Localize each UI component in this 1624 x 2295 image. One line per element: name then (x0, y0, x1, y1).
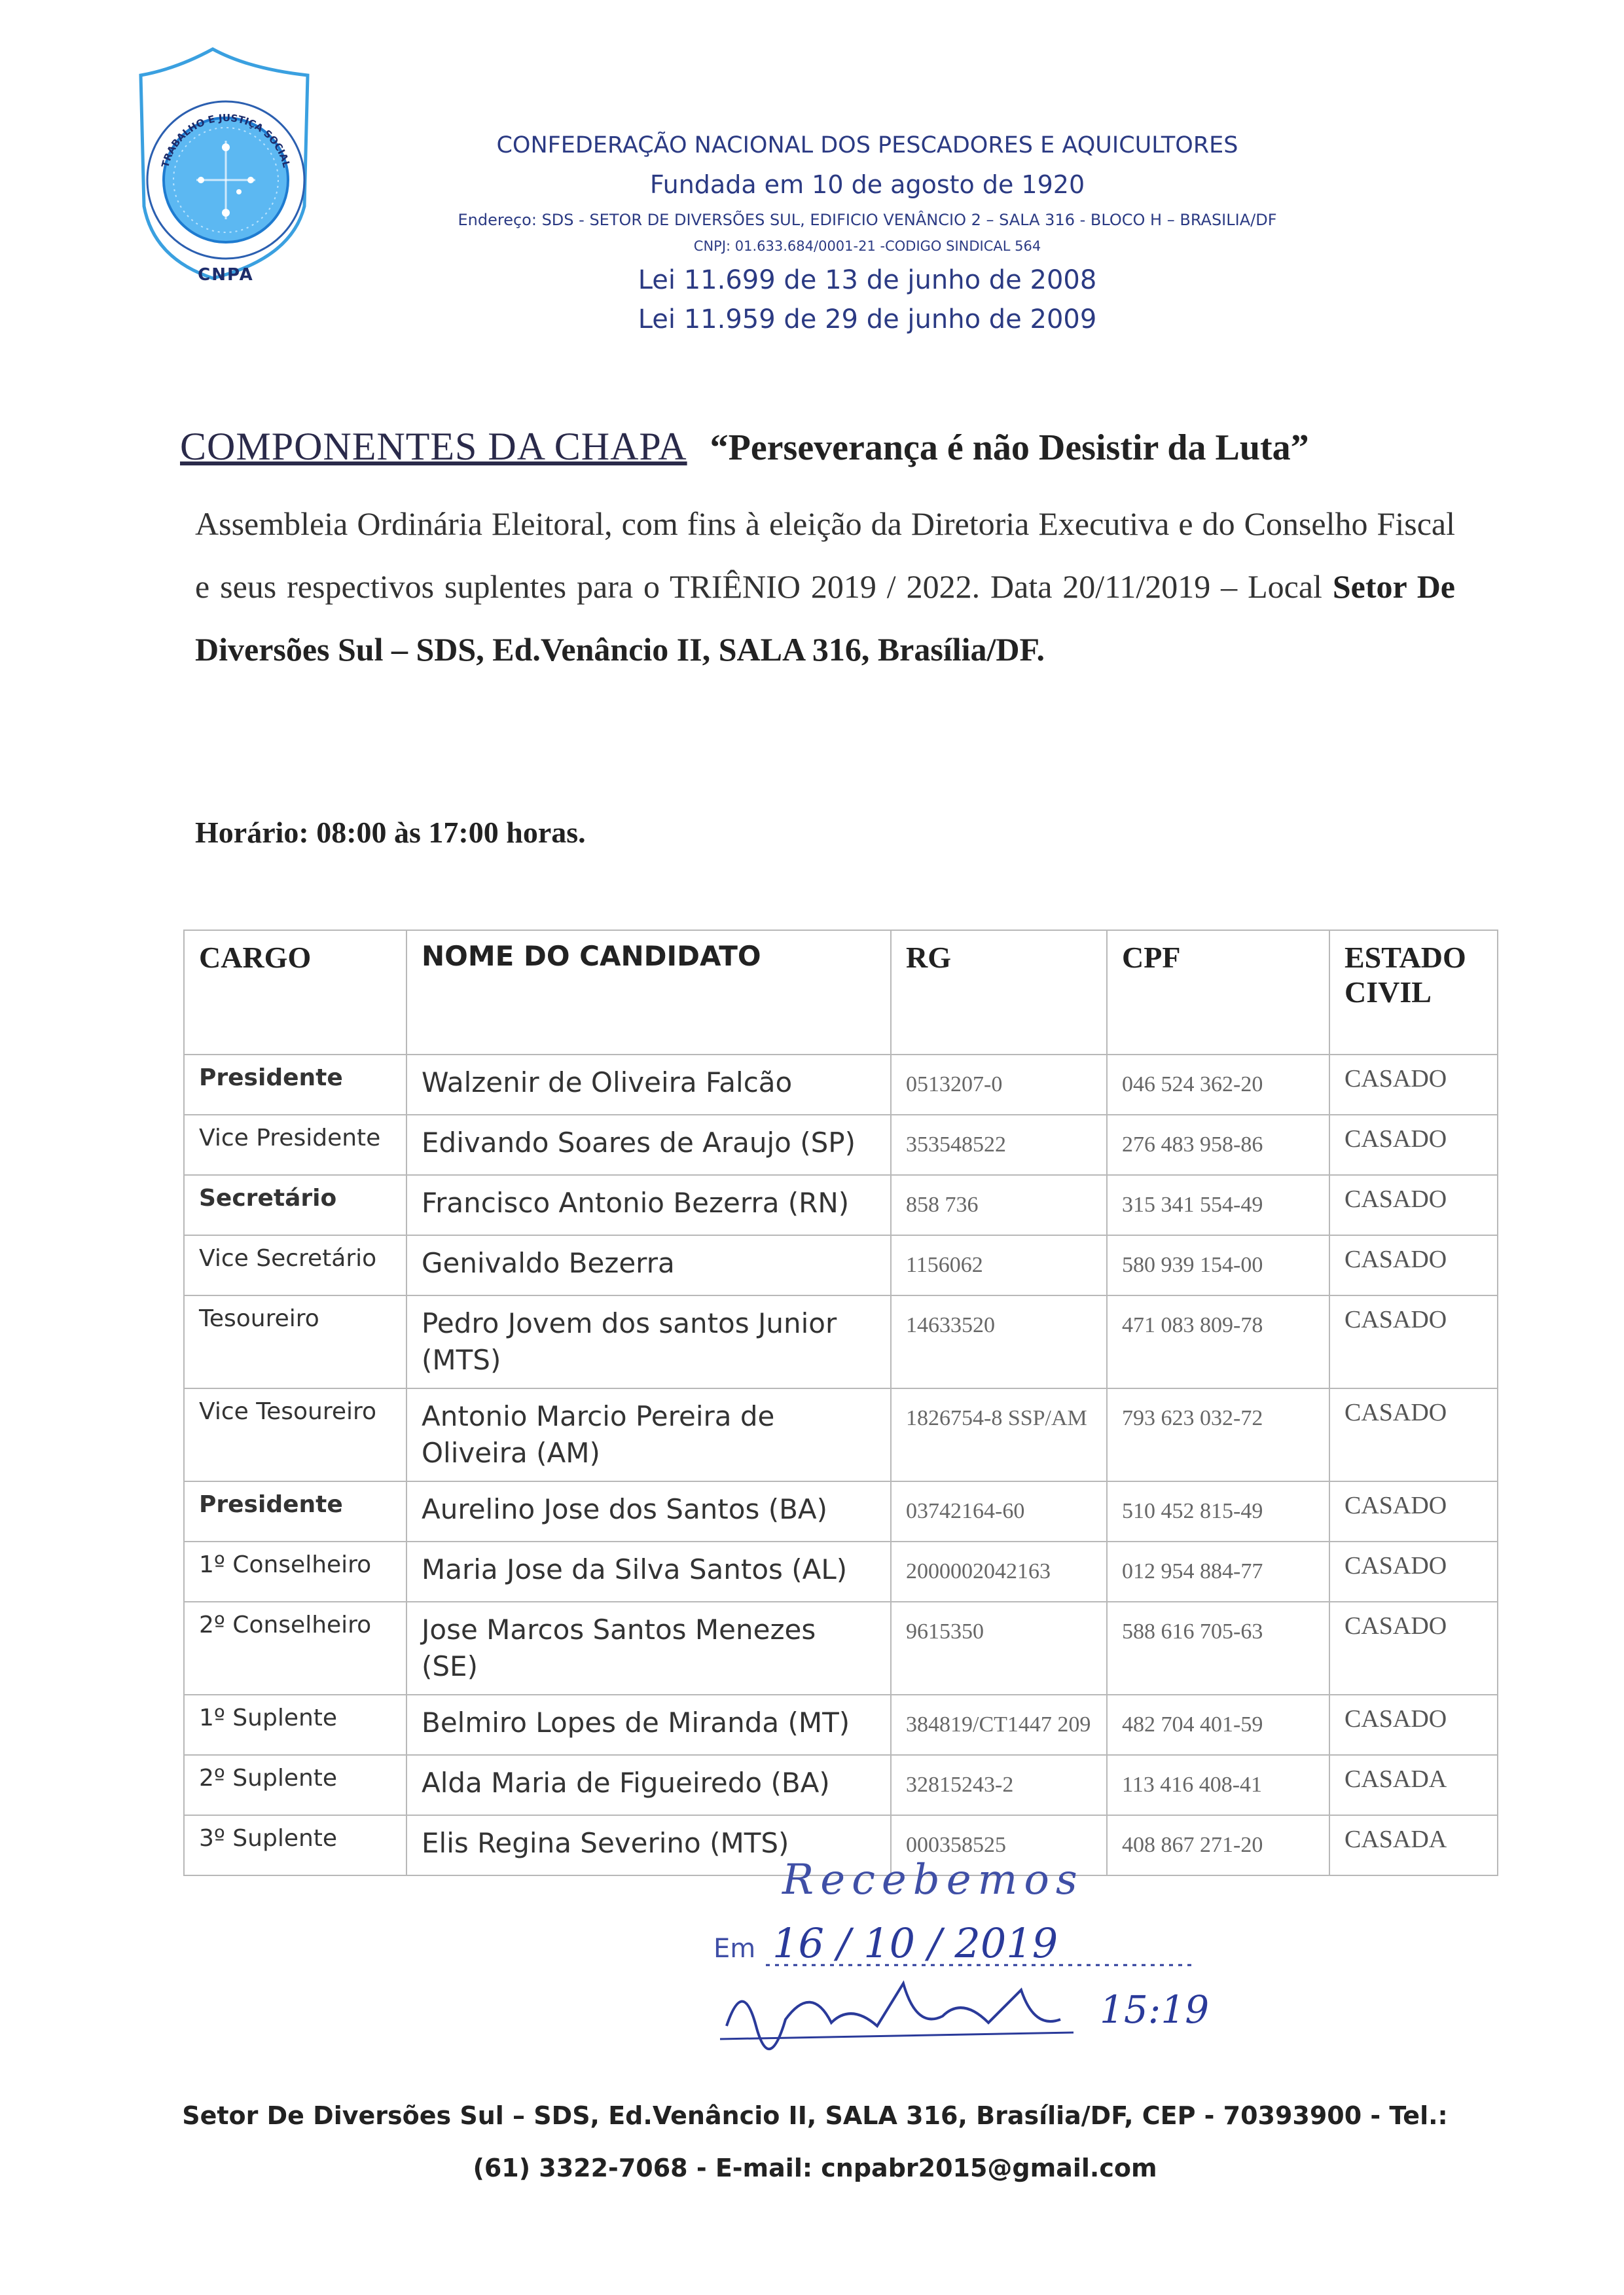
table-row (184, 1175, 1498, 1235)
table-row (184, 1542, 1498, 1602)
cell-nome: Edivando Soares de Araujo (SP) (406, 1115, 891, 1175)
table-row (184, 1235, 1498, 1295)
cell-estado-civil: CASADO (1329, 1542, 1498, 1602)
cell-cargo: Presidente (184, 1055, 406, 1115)
header-rg: RG (891, 930, 1107, 1055)
cell-cargo: Presidente (184, 1481, 406, 1542)
cell-cpf: 315 341 554-49 (1107, 1175, 1329, 1235)
cell-nome: Antonio Marcio Pereira de Oliveira (AM) (406, 1388, 891, 1481)
intro-text: Assembleia Ordinária Eleitoral, com fins à eleição da Diretoria Executiva e do Conselho Fiscal e seus respectivos suplentes para o TRIÊNIO 2019 / 2022. Data 20/11/2019 – Local (195, 505, 1455, 605)
cell-nome: Jose Marcos Santos Menezes (SE) (406, 1602, 891, 1695)
table-row (184, 1388, 1498, 1481)
cell-cpf: 793 623 032-72 (1107, 1388, 1329, 1481)
cell-rg: 1826754-8 SSP/AM (891, 1388, 1107, 1481)
header-cargo: CARGO (184, 930, 406, 1055)
cell-cargo: 3º Suplente (184, 1815, 406, 1875)
cell-estado-civil: CASADO (1329, 1235, 1498, 1295)
cell-cpf: 580 939 154-00 (1107, 1235, 1329, 1295)
table-row (184, 1115, 1498, 1175)
cell-cargo: Secretário (184, 1175, 406, 1235)
cell-cpf: 471 083 809-78 (1107, 1295, 1329, 1388)
title-main: COMPONENTES DA CHAPA (180, 425, 687, 468)
cell-cargo: 1º Conselheiro (184, 1542, 406, 1602)
cell-nome: Maria Jose da Silva Santos (AL) (406, 1542, 891, 1602)
law-reference-1: Lei 11.699 de 13 de junho de 2008 (638, 265, 1097, 295)
founded-date: Fundada em 10 de agosto de 1920 (649, 170, 1085, 199)
cell-rg: 353548522 (891, 1115, 1107, 1175)
cell-estado-civil: CASADO (1329, 1481, 1498, 1542)
footer-address: Setor De Diversões Sul – SDS, Ed.Venâncio II, SALA 316, Brasília/DF, CEP - 70393900 - Tel.: (182, 2101, 1448, 2130)
received-stamp: Recebemos (782, 1856, 1084, 1904)
intro-location: Setor De Diversões Sul – SDS, Ed.Venâncio II, SALA 316, Brasília/DF. (195, 568, 1455, 668)
cell-estado-civil: CASADO (1329, 1115, 1498, 1175)
cell-nome: Francisco Antonio Bezerra (RN) (406, 1175, 891, 1235)
cell-cpf: 408 867 271-20 (1107, 1815, 1329, 1875)
voting-hours: Horário: 08:00 às 17:00 horas. (195, 816, 586, 849)
cell-rg: 384819/CT1447 209 (891, 1695, 1107, 1755)
cell-cpf: 588 616 705-63 (1107, 1602, 1329, 1695)
cell-nome: Aurelino Jose dos Santos (BA) (406, 1481, 891, 1542)
cell-estado-civil: CASADO (1329, 1175, 1498, 1235)
cell-cargo: Vice Presidente (184, 1115, 406, 1175)
law-reference-2: Lei 11.959 de 29 de junho de 2009 (638, 304, 1097, 334)
cell-rg: 14633520 (891, 1295, 1107, 1388)
cell-nome: Genivaldo Bezerra (406, 1235, 891, 1295)
organization-name: CONFEDERAÇÃO NACIONAL DOS PESCADORES E AQUICULTORES (496, 132, 1238, 158)
logo-caption: CNPA (198, 265, 254, 285)
header-estado-civil: ESTADO CIVIL (1329, 930, 1498, 1055)
cell-cargo: Tesoureiro (184, 1295, 406, 1388)
table-row (184, 1755, 1498, 1815)
cell-estado-civil: CASADO (1329, 1602, 1498, 1695)
table-row (184, 1602, 1498, 1695)
cell-nome: Walzenir de Oliveira Falcão (406, 1055, 891, 1115)
svg-text:Em: Em (713, 1934, 756, 1964)
header-cpf: CPF (1107, 930, 1329, 1055)
cell-cpf: 510 452 815-49 (1107, 1481, 1329, 1542)
intro-paragraph (195, 492, 1455, 681)
header-nome: NOME DO CANDIDATO (406, 930, 891, 1055)
svg-text:16 / 10 / 2019: 16 / 10 / 2019 (772, 1919, 1058, 1967)
cell-estado-civil: CASADO (1329, 1388, 1498, 1481)
cell-cargo: 2º Conselheiro (184, 1602, 406, 1695)
cell-rg: 858 736 (891, 1175, 1107, 1235)
cell-rg: 03742164-60 (891, 1481, 1107, 1542)
title-slogan: “Perseverança é não Desistir da Luta” (710, 427, 1309, 468)
cell-cpf: 113 416 408-41 (1107, 1755, 1329, 1815)
cell-estado-civil: CASADA (1329, 1815, 1498, 1875)
cell-cpf: 482 704 401-59 (1107, 1695, 1329, 1755)
candidates-table (183, 930, 1498, 1876)
cell-estado-civil: CASADA (1329, 1755, 1498, 1815)
cell-estado-civil: CASADO (1329, 1695, 1498, 1755)
svg-text:15:19: 15:19 (1100, 1987, 1210, 2032)
cell-rg: 000358525 (891, 1815, 1107, 1875)
footer-contact: (61) 3322-7068 - E-mail: cnpabr2015@gmail.com (473, 2154, 1157, 2182)
cell-nome: Belmiro Lopes de Miranda (MT) (406, 1695, 891, 1755)
cell-nome: Pedro Jovem dos santos Junior (MTS) (406, 1295, 891, 1388)
header-cnpj: CNPJ: 01.633.684/0001-21 -CODIGO SINDICAL 564 (693, 238, 1041, 254)
cell-rg: 0513207-0 (891, 1055, 1107, 1115)
cell-rg: 9615350 (891, 1602, 1107, 1695)
cell-nome: Elis Regina Severino (MTS) (406, 1815, 891, 1875)
svg-text:TRABALHO E JUSTIÇA SOCIAL: TRABALHO E JUSTIÇA SOCIAL (159, 111, 293, 169)
cell-cargo: 1º Suplente (184, 1695, 406, 1755)
cell-cpf: 012 954 884-77 (1107, 1542, 1329, 1602)
table-row (184, 1695, 1498, 1755)
cell-cargo: Vice Secretário (184, 1235, 406, 1295)
cell-estado-civil: CASADO (1329, 1055, 1498, 1115)
cell-estado-civil: CASADO (1329, 1295, 1498, 1388)
header-address: Endereço: SDS - SETOR DE DIVERSÕES SUL, EDIFICIO VENÂNCIO 2 – SALA 316 - BLOCO H – BRASILIA/DF (458, 211, 1277, 229)
table-header-row (184, 930, 1498, 1055)
document-title (180, 424, 1463, 469)
table-row (184, 1295, 1498, 1388)
cell-cpf: 276 483 958-86 (1107, 1115, 1329, 1175)
received-signature (681, 1905, 1218, 2062)
table-row (184, 1481, 1498, 1542)
cell-cargo: Vice Tesoureiro (184, 1388, 406, 1481)
cell-rg: 1156062 (891, 1235, 1107, 1295)
cell-rg: 32815243-2 (891, 1755, 1107, 1815)
table-row (184, 1055, 1498, 1115)
cell-cpf: 046 524 362-20 (1107, 1055, 1329, 1115)
cell-rg: 2000002042163 (891, 1542, 1107, 1602)
cell-cargo: 2º Suplente (184, 1755, 406, 1815)
cell-nome: Alda Maria de Figueiredo (BA) (406, 1755, 891, 1815)
